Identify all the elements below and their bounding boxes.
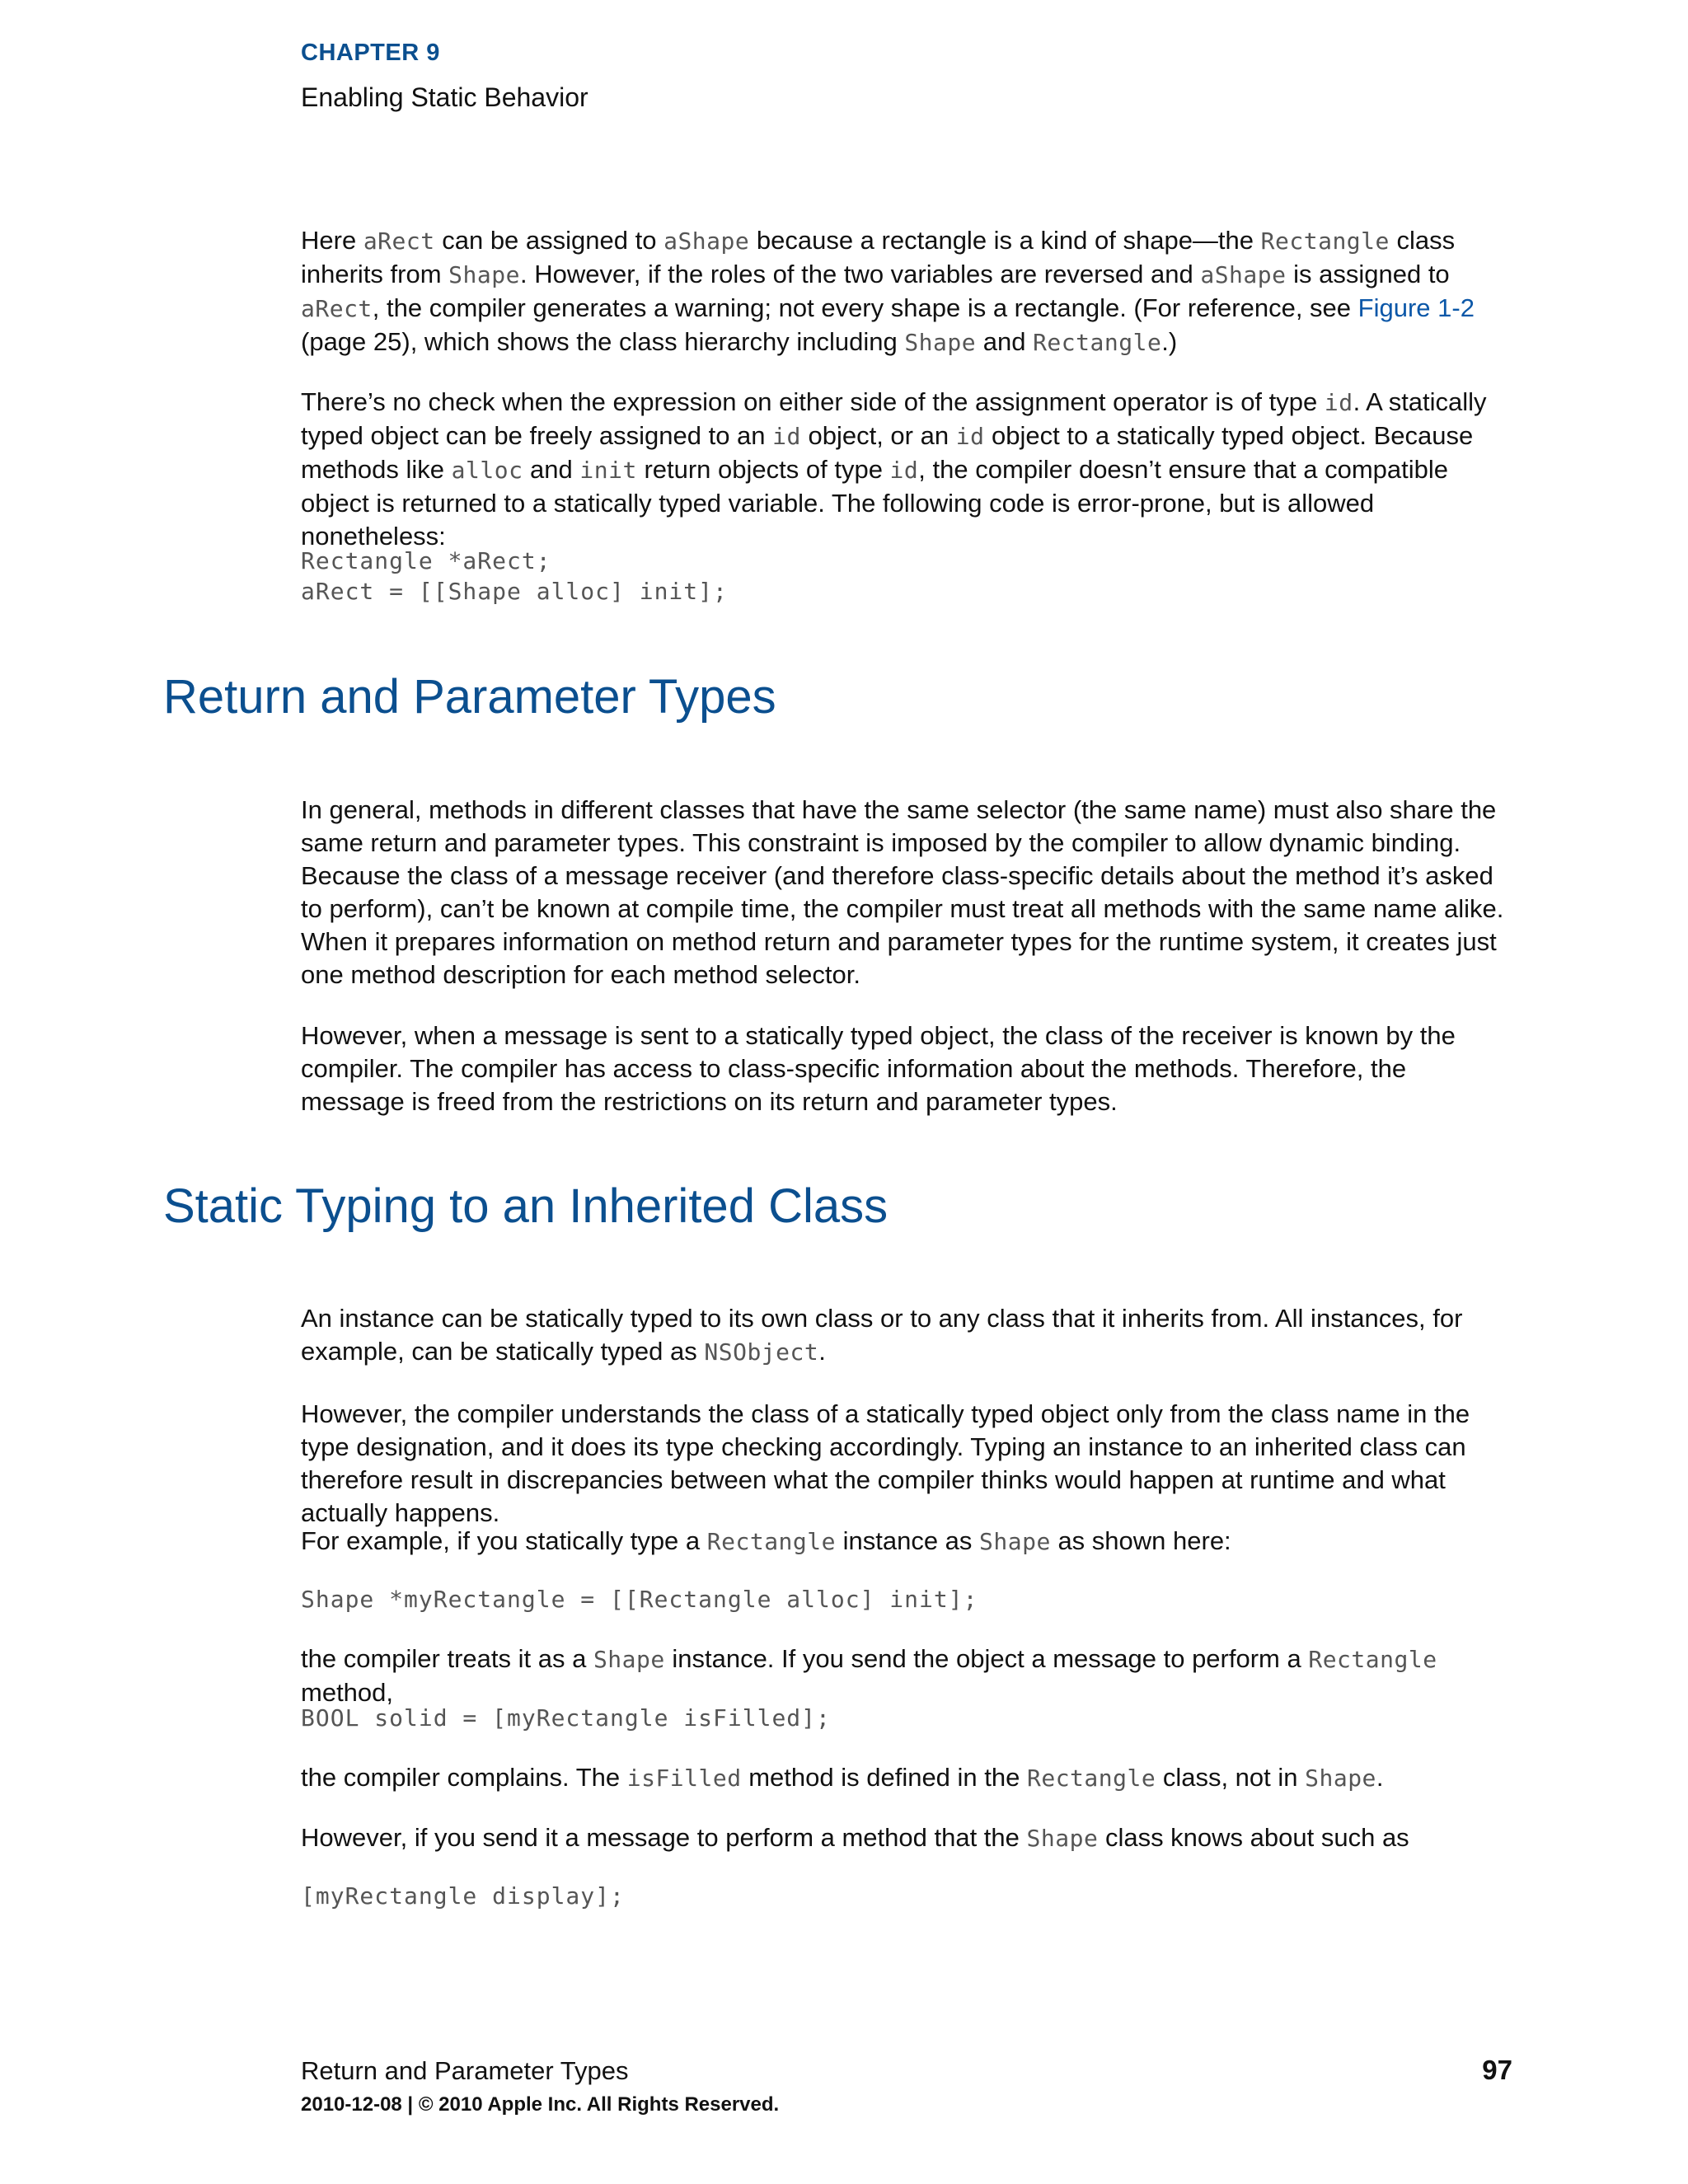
intro-paragraph-2: There’s no check when the expression on either side of the assignment operator is of type id. A statically typed object can be freely assigned to an id object, or an id object to a statically typed object. Because methods like alloc and init return objects of type id, the compiler doesn’t ensure that a compatible object is returned to a statically typed variable. The following code is error-prone, but is allowed nonetheless: — [301, 387, 1487, 551]
footer-section-name: Return and Parameter Types — [301, 2056, 629, 2085]
inherited-paragraph-3: For example, if you statically type a Rectangle instance as Shape as shown here: — [301, 1526, 1231, 1555]
code-block-assignment: Rectangle *aRect; aRect = [[Shape alloc] init]; — [301, 547, 728, 605]
code-block-isfilled: BOOL solid = [myRectangle isFilled]; — [301, 1704, 831, 1732]
inherited-paragraph-6: However, if you send it a message to perform a method that the Shape class knows about such as — [301, 1823, 1409, 1852]
inherited-paragraph-1: An instance can be statically typed to its own class or to any class that it inherits from. All instances, for example, can be statically typed as NSObject. — [301, 1304, 1463, 1366]
code-block-shape-cast: Shape *myRectangle = [[Rectangle alloc] init]; — [301, 1586, 978, 1613]
footer-page-number: 97 — [1482, 2055, 1512, 2085]
inherited-paragraph-4: the compiler treats it as a Shape instance. If you send the object a message to perform a Rectangle method, — [301, 1644, 1437, 1707]
inherited-paragraph-5: the compiler complains. The isFilled method is defined in the Rectangle class, not in Shape. — [301, 1763, 1384, 1792]
inherited-paragraph-2: However, the compiler understands the class of a statically typed object only from the class name in the type designation, and it does its type checking accordingly. Typing an instance to an inherited class can therefore result in discrepancies between what the compiler thinks would happen at runtime and what actually happens. — [301, 1399, 1470, 1527]
return-types-paragraph-1: In general, methods in different classes that have the same selector (the same name) must also share the same return and parameter types. This constraint is imposed by the compiler to allow dynamic binding. Because the class of a message receiver (and therefore class-specific details about the method it’s asked to perform), can’t be known at compile time, the compiler must treat all methods with the same name alike. When it prepares information on method return and parameter types for the runtime system, it creates just one method description for each method selector. — [301, 795, 1504, 989]
footer-copyright: 2010-12-08 | © 2010 Apple Inc. All Rights Reserved. — [301, 2093, 780, 2116]
figure-link[interactable]: Figure 1-2 — [1357, 293, 1475, 322]
section-heading-return-types: Return and Parameter Types — [163, 670, 776, 724]
code-block-display: [myRectangle display]; — [301, 1882, 625, 1910]
intro-paragraph-1: Here aRect can be assigned to aShape because a rectangle is a kind of shape—the Rectangle class inherits from Shape. However, if the roles of the two variables are reversed and aShape is assigned to aRect, the compiler generates a warning; not every shape is a rectangle. (For reference, see Figure 1-2 (page 25), which shows the class hierarchy including Shape and Rectangle.) — [301, 226, 1475, 356]
return-types-paragraph-2: However, when a message is sent to a statically typed object, the class of the receiver is known by the compiler. The compiler has access to class-specific information about the methods. Therefore, the message is freed from the restrictions on its return and parameter types. — [301, 1021, 1456, 1116]
section-heading-inherited-class: Static Typing to an Inherited Class — [163, 1179, 889, 1233]
chapter-label: CHAPTER 9 — [301, 40, 440, 66]
chapter-title: Enabling Static Behavior — [301, 82, 588, 112]
